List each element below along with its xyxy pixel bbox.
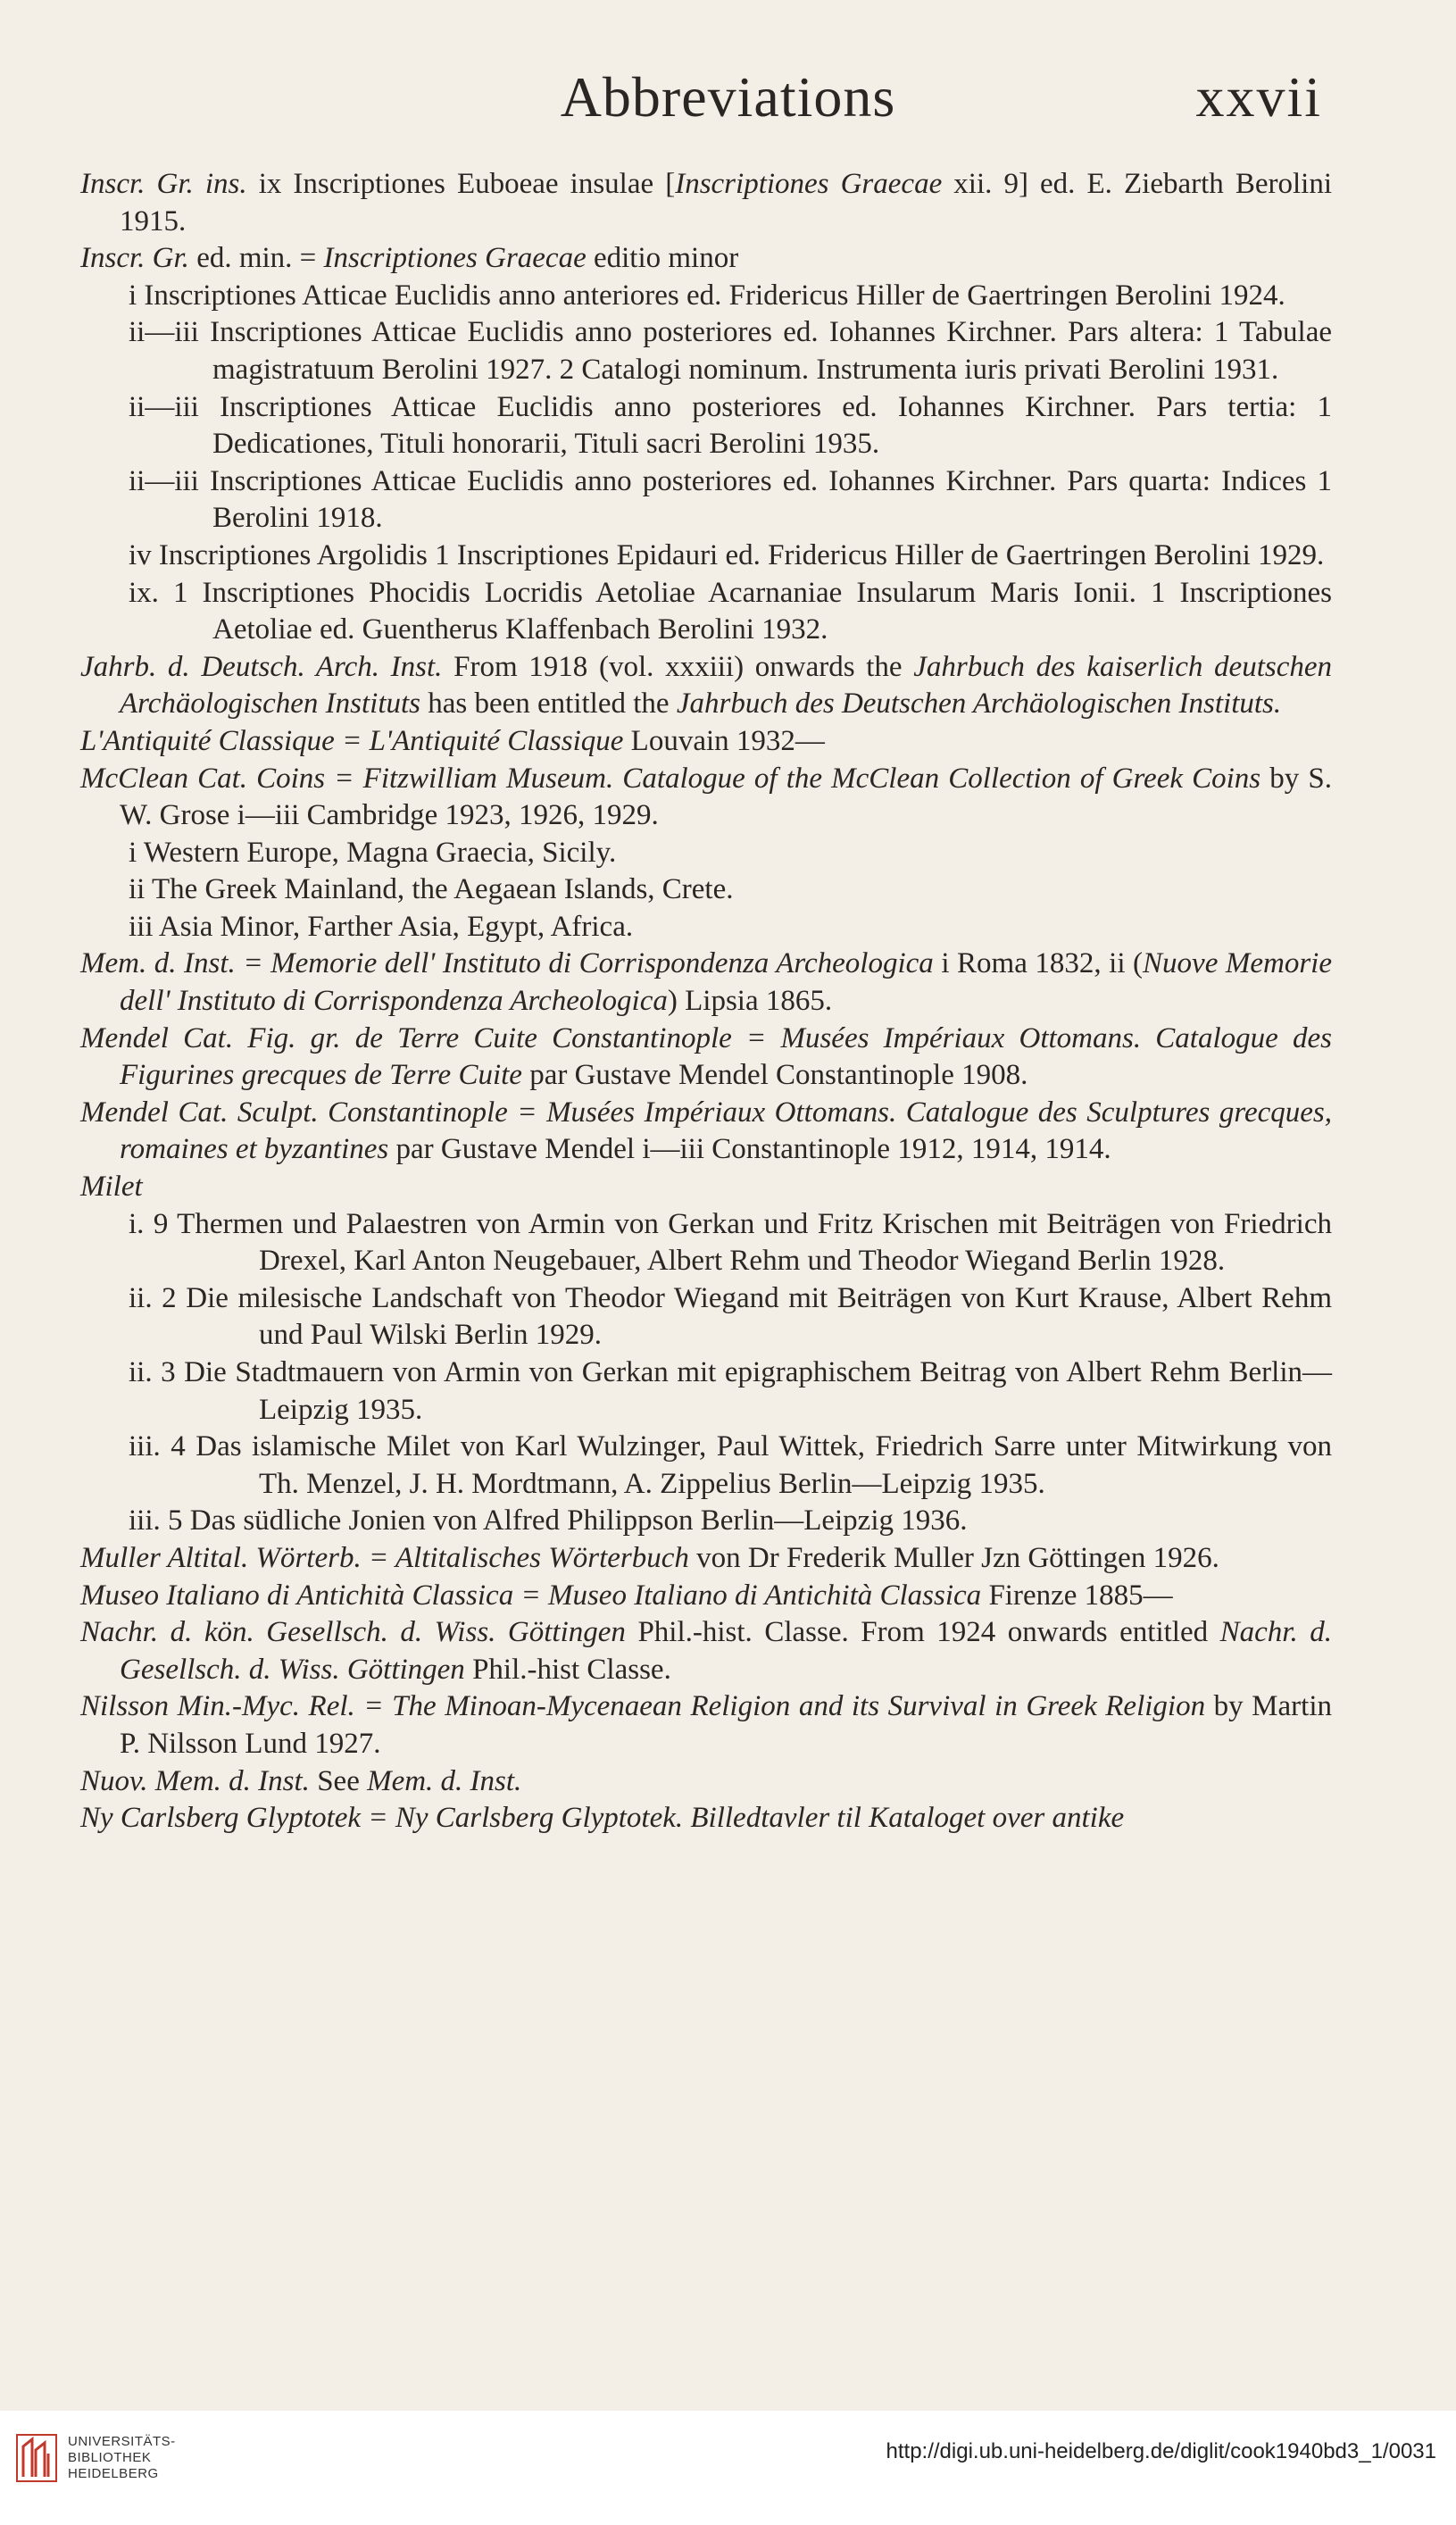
abbreviation-text: i. 9 Thermen und Palaestren von Armin von Gerkan und Fritz Krischen mit Beiträgen von Friedrich Drexel, Karl Anton Neugebauer, Albert Rehm und Theodor Wiegand Berlin 1928. <box>129 1207 1332 1278</box>
abbreviation-italic-text: L'Antiquité Classique = L'Antiquité Classique <box>80 724 624 757</box>
abbreviation-italic-text: Mendel Cat. Sculpt. Constantinople = Musées Impériaux Ottomans. Catalogue des Sculptures grecques, romaines et byzantines <box>80 1096 1332 1166</box>
sub-entry <box>80 1280 1332 1354</box>
abbreviation-text: i Inscriptiones Atticae Euclidis anno anteriores ed. Fridericus Hiller de Gaertringen Berolini 1924. <box>129 279 1285 312</box>
abbreviation-italic-text: Muller Altital. Wörterb. = Altitalisches Wörterbuch <box>80 1541 689 1574</box>
abbreviation-text: ed. min. = <box>188 242 324 275</box>
abbreviation-italic-text: Ny Carlsberg Glyptotek = Ny Carlsberg Glyptotek. Billedtavler til Kataloget over antike <box>80 1802 1125 1835</box>
abbreviation-italic-text: Mem. d. Inst. = Memorie dell' Instituto di Corrispondenza Archeologica <box>80 947 934 980</box>
abbreviation-text: Phil.-hist Classe. <box>464 1653 671 1686</box>
abbreviation-text: xii. 9] ed. E. Ziebarth Berolini 1915. <box>120 168 1332 238</box>
abbreviation-text: ii The Greek Mainland, the Aegaean Islands, Crete. <box>129 873 734 906</box>
abbreviation-entry <box>80 761 1332 835</box>
abbreviation-italic-text: McClean Cat. Coins = Fitzwilliam Museum. Catalogue of the McClean Collection of Greek Coins <box>80 762 1261 795</box>
abbreviation-italic-text: Milet <box>80 1171 143 1204</box>
abbreviation-italic-text: Nachr. d. Gesellsch. d. Wiss. Göttingen <box>120 1616 1332 1686</box>
abbreviation-text: Phil.-hist. Classe. From 1924 onwards entitled <box>625 1616 1220 1649</box>
footer-bar <box>0 2411 1456 2525</box>
abbreviation-italic-text: Jahrb. d. Deutsch. Arch. Inst. <box>80 650 443 683</box>
sub-entry <box>80 835 1332 872</box>
abbreviation-entry <box>80 1763 1332 1801</box>
abbreviation-italic-text: Nuove Memorie dell' Instituto di Corrispondenza Archeologica <box>120 947 1332 1018</box>
abbreviation-entry <box>80 723 1332 761</box>
abbreviation-text: See <box>309 1764 368 1797</box>
abbreviation-entry <box>80 946 1332 1020</box>
abbreviation-italic-text: Nuov. Mem. d. Inst. <box>80 1764 310 1797</box>
sub-entry <box>80 1429 1332 1503</box>
abbreviation-text: editio minor <box>586 242 739 275</box>
abbreviation-text: ix Inscriptiones Euboeae insulae [ <box>246 168 676 200</box>
abbreviation-text: von Dr Frederik Muller Jzn Göttingen 1926. <box>688 1541 1219 1574</box>
abbreviation-text: par Gustave Mendel i—iii Constantinople 1912, 1914, 1914. <box>388 1133 1111 1166</box>
abbreviation-text: by S. W. Grose i—iii Cambridge 1923, 1926, 1929. <box>120 762 1332 832</box>
abbreviation-text: i Western Europe, Magna Graecia, Sicily. <box>129 836 617 869</box>
abbreviation-text: iii. 5 Das südliche Jonien von Alfred Philippson Berlin—Leipzig 1936. <box>129 1504 968 1538</box>
abbreviation-italic-text: Inscriptiones Graecae <box>675 168 943 200</box>
abbreviations-list <box>80 166 1332 1838</box>
page-number: xxvii <box>1195 65 1322 129</box>
sub-entry <box>80 389 1332 463</box>
sub-entry <box>80 278 1332 315</box>
library-line-3: HEIDELBERG <box>68 2466 159 2481</box>
abbreviation-text: Louvain 1932— <box>623 724 825 757</box>
abbreviation-text: Firenze 1885— <box>981 1579 1173 1612</box>
abbreviation-italic-text: Inscriptiones Graecae <box>323 242 587 275</box>
source-url[interactable]: http://digi.ub.uni-heidelberg.de/diglit/cook1940bd3_1/0031 <box>886 2439 1436 2463</box>
page-header <box>0 64 1456 136</box>
abbreviation-entry <box>80 1578 1332 1615</box>
sub-entry <box>80 1503 1332 1540</box>
sub-entry <box>80 1206 1332 1280</box>
abbreviation-italic-text: Nilsson Min.-Myc. Rel. = The Minoan-Mycenaean Religion and its Survival in Greek Religion <box>80 1690 1206 1723</box>
library-line-2: BIBLIOTHEK <box>68 2450 152 2465</box>
abbreviation-italic-text: Nachr. d. kön. Gesellsch. d. Wiss. Göttingen <box>80 1616 626 1649</box>
abbreviation-italic-text: Mem. d. Inst. <box>367 1764 522 1797</box>
abbreviation-entry <box>80 1540 1332 1578</box>
sub-entry <box>80 871 1332 909</box>
abbreviation-entry <box>80 1800 1332 1838</box>
abbreviation-italic-text: Museo Italiano di Antichità Classica = Museo Italiano di Antichità Classica <box>80 1579 982 1612</box>
abbreviation-entry <box>80 240 1332 278</box>
heidelberg-library-logo-icon <box>16 2434 57 2482</box>
abbreviation-entry <box>80 166 1332 240</box>
abbreviation-text: ii—iii Inscriptiones Atticae Euclidis anno posteriores ed. Iohannes Kirchner. Pars tertia: 1 Dedicationes, Tituli honorarii, Tituli sacri Berolini 1935. <box>129 390 1332 461</box>
sub-entry <box>80 463 1332 538</box>
abbreviation-text: par Gustave Mendel Constantinople 1908. <box>521 1059 1028 1092</box>
abbreviation-text: by Martin P. Nilsson Lund 1927. <box>120 1690 1332 1760</box>
abbreviation-text: iii. 4 Das islamische Milet von Karl Wulzinger, Paul Wittek, Friedrich Sarre unter Mitwirkung von Th. Menzel, J. H. Mordtmann, A. Zippelius Berlin—Leipzig 1935. <box>129 1430 1332 1500</box>
abbreviation-italic-text: Jahrbuch des Deutschen Archäologischen Instituts. <box>676 688 1282 721</box>
abbreviation-text: has been entitled the <box>420 688 677 721</box>
sub-entry <box>80 909 1332 946</box>
library-name <box>68 2434 176 2482</box>
abbreviation-entry <box>80 1614 1332 1688</box>
abbreviation-entry <box>80 1688 1332 1762</box>
abbreviation-text: ) Lipsia 1865. <box>667 985 833 1018</box>
abbreviation-italic-text: Inscr. Gr. <box>80 242 189 275</box>
library-line-1: UNIVERSITÄTS- <box>68 2434 176 2449</box>
abbreviation-text: iii Asia Minor, Farther Asia, Egypt, Africa. <box>129 910 634 943</box>
abbreviation-entry <box>80 1021 1332 1095</box>
abbreviation-text: ii—iii Inscriptiones Atticae Euclidis anno posteriores ed. Iohannes Kirchner. Pars altera: 1 Tabulae magistratuum Berolini 1927. 2 Catalogi nominum. Instrumenta iuris privati Berolini 1931. <box>129 316 1332 386</box>
sub-entry <box>80 538 1332 575</box>
sub-entry <box>80 575 1332 649</box>
abbreviation-entry <box>80 1095 1332 1169</box>
sub-entry <box>80 314 1332 388</box>
sub-entry <box>80 1354 1332 1429</box>
abbreviation-text: From 1918 (vol. xxxiii) onwards the <box>442 650 914 683</box>
abbreviation-text: iv Inscriptiones Argolidis 1 Inscriptiones Epidauri ed. Fridericus Hiller de Gaertringen Berolini 1929. <box>129 538 1325 571</box>
abbreviation-entry <box>80 649 1332 723</box>
abbreviation-entry <box>80 1169 1332 1206</box>
page-title: Abbreviations <box>560 65 896 129</box>
abbreviation-italic-text: Jahrbuch des kaiserlich deutschen Archäologischen Instituts <box>120 650 1333 721</box>
abbreviation-text: ii. 3 Die Stadtmauern von Armin von Gerkan mit epigraphischem Beitrag von Albert Rehm Berlin—Leipzig 1935. <box>129 1356 1332 1426</box>
abbreviation-text: ix. 1 Inscriptiones Phocidis Locridis Aetoliae Acarnaniae Insularum Maris Ionii. 1 Inscriptiones Aetoliae ed. Guentherus Klaffenbach Berolini 1932. <box>129 576 1332 646</box>
abbreviation-text: ii. 2 Die milesische Landschaft von Theodor Wiegand mit Beiträgen von Kurt Krause, Albert Rehm und Paul Wilski Berlin 1929. <box>129 1281 1332 1352</box>
abbreviation-italic-text: Mendel Cat. Fig. gr. de Terre Cuite Constantinople = Musées Impériaux Ottomans. Catalogue des Figurines grecques de Terre Cuite <box>80 1021 1332 1092</box>
abbreviation-text: ii—iii Inscriptiones Atticae Euclidis anno posteriores ed. Iohannes Kirchner. Pars quarta: Indices 1 Berolini 1918. <box>129 464 1332 535</box>
abbreviation-italic-text: Inscr. Gr. ins. <box>80 168 247 200</box>
abbreviation-text: i Roma 1832, ii ( <box>933 947 1144 980</box>
